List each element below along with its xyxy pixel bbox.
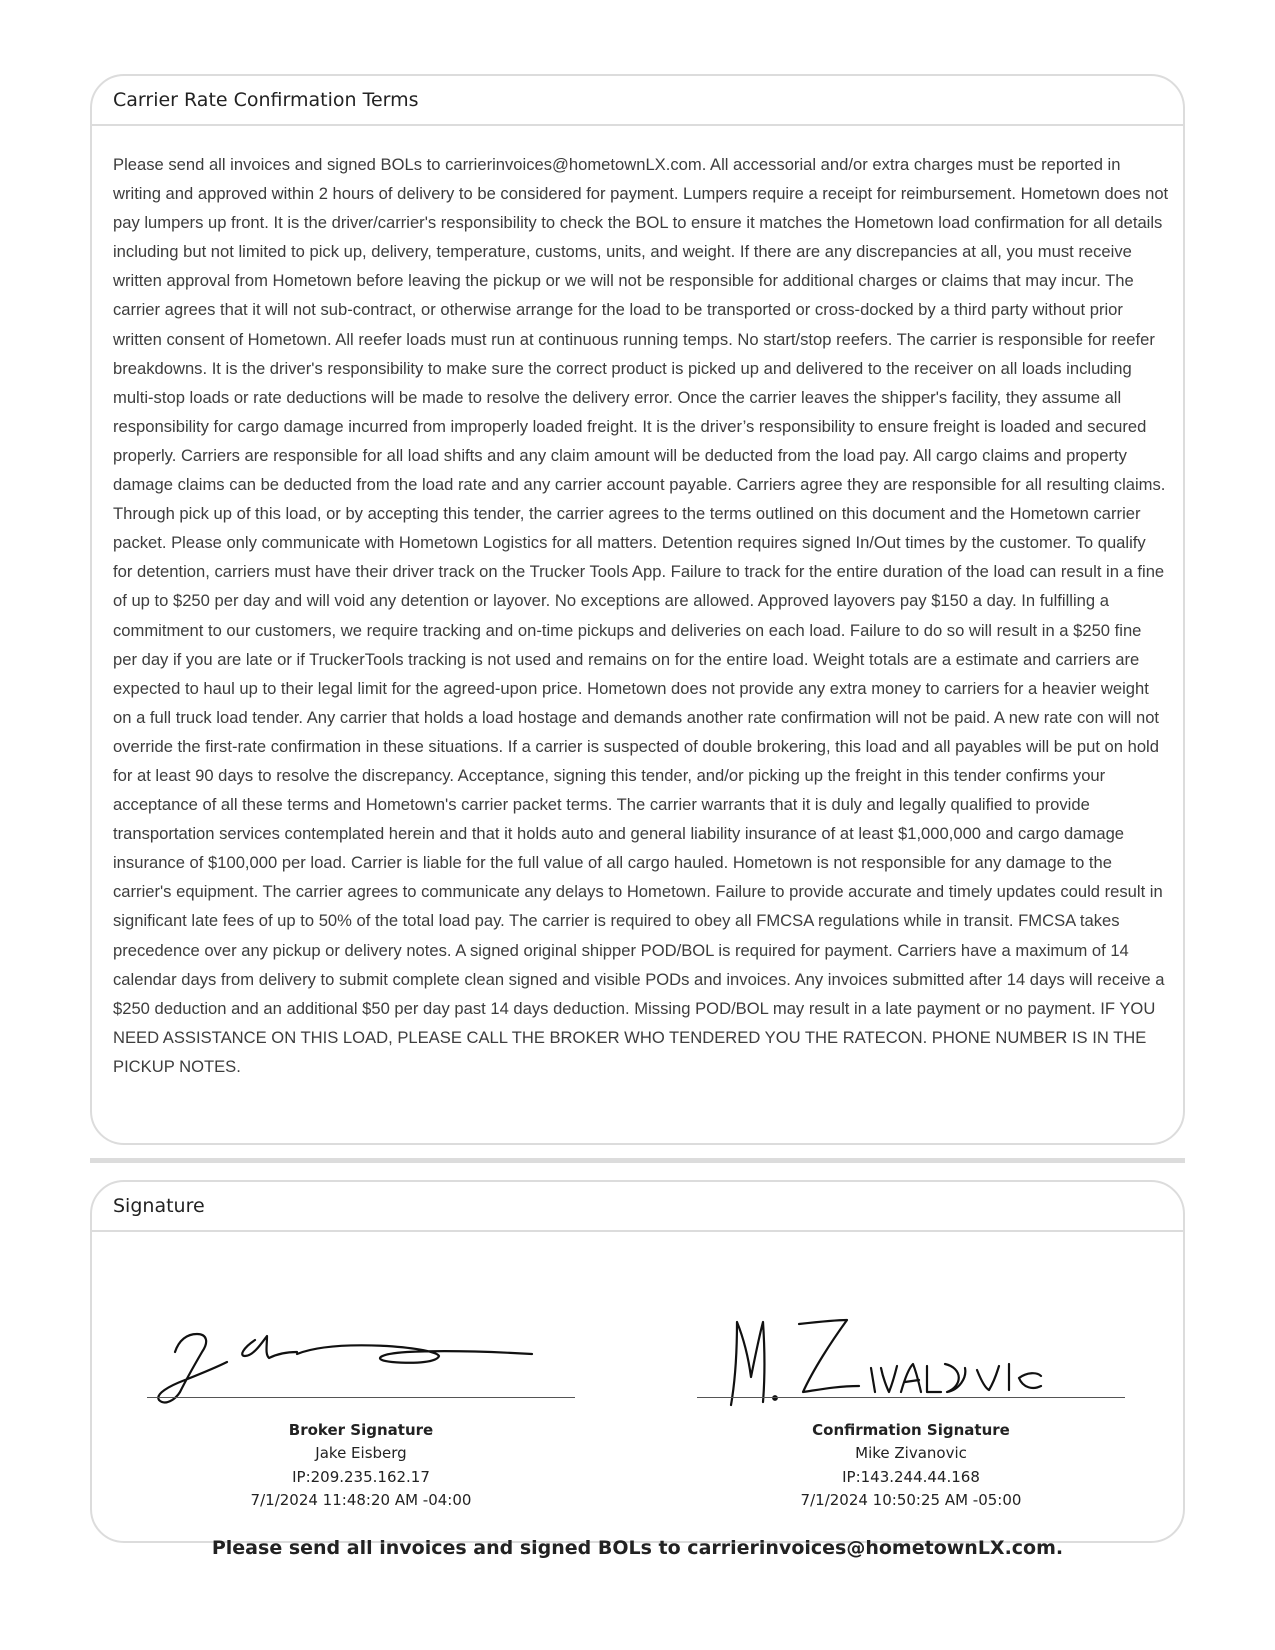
signature-content	[92, 1232, 1183, 1559]
confirmation-ip: IP:143.244.44.168	[842, 1467, 980, 1486]
terms-title: Carrier Rate Confirmation Terms	[92, 76, 1183, 126]
terms-card	[90, 74, 1185, 1145]
confirmation-signature-label: Confirmation Signature	[812, 1421, 1010, 1439]
confirmation-signature-block	[697, 1232, 1127, 1509]
terms-body: Please send all invoices and signed BOLs to carrierinvoices@hometownLX.com. All accessorial and/or extra charges must be reported in writing and approved within 2 hours of delivery to be considered for payment. Lumpers require a receipt for reimbursement. Hometown does not pay lumpers up front. It is the driver/carrier's responsibility to check the BOL to ensure it matches the Hometown load confirmation for all details including but not limited to pick up, delivery, temperature, customs, units, and weight. If there are any discrepancies at all, you must receive written approval from Hometown before leaving the pickup or we will not be responsible for additional charges or claims that may incur. The carrier agrees that it will not sub-contract, or otherwise arrange for the load to be transported or cross-docked by a third party without prior written consent of Hometown. All reefer loads must run at continuous running temps. No start/stop reefers. The carrier is responsible for reefer breakdowns. It is the driver's responsibility to make sure the correct product is picked up and delivered to the receiver on all loads including multi-stop loads or rate deductions will be made to resolve the delivery error. Once the carrier leaves the shipper's facility, they assume all responsibility for cargo damage incurred from improperly loaded freight. It is the driver’s responsibility to ensure freight is loaded and secured properly. Carriers are responsible for all load shifts and any claim amount will be deducted from the load pay. All cargo claims and property damage claims can be deducted from the load rate and any carrier account payable. Carriers agree they are responsible for all resulting claims. Through pick up of this load, or by accepting this tender, the carrier agrees to the terms outlined on this document and the Hometown carrier packet. Please only communicate with Hometown Logistics for all matters. Detention requires signed In/Out times by the customer. To qualify for detention, carriers must have their driver track on the Trucker Tools App. Failure to track for the entire duration of the load can result in a fine of up to $250 per day and will void any detention or layover. No exceptions are allowed. Approved layovers pay $150 a day. In fulfilling a commitment to our customers, we require tracking and on-time pickups and deliveries on each load. Failure to do so will result in a $250 fine per day if you are late or if TruckerTools tracking is not used and remains on for the entire load. Weight totals are a estimate and carriers are expected to haul up to their legal limit for the agreed-upon price. Hometown does not provide any extra money to carriers for a heavier weight on a full truck load tender. Any carrier that holds a load hostage and demands another rate confirmation will not be paid. A new rate con will not override the first-rate confirmation in these situations. If a carrier is suspected of double brokering, this load and all payables will be put on hold for at least 90 days to resolve the discrepancy. Acceptance, signing this tender, and/or picking up the freight in this tender confirms your acceptance of all these terms and Hometown's carrier packet terms. The carrier warrants that it is duly and legally qualified to provide transportation services contemplated herein and that it holds auto and general liability insurance of at least $1,000,000 and cargo damage insurance of $100,000 per load. Carrier is liable for the full value of all cargo hauled. Hometown is not responsible for any damage to the carrier's equipment. The carrier agrees to communicate any delays to Hometown. Failure to provide accurate and timely updates could result in significant late fees of up to 50% of the total load pay. The carrier is required to obey all FMCSA regulations while in transit. FMCSA takes precedence over any pickup or delivery notes. A signed original shipper POD/BOL is required for payment. Carriers have a maximum of 14 calendar days from delivery to submit complete clean signed and visible PODs and invoices. Any invoices submitted after 14 days will receive a $250 deduction and an additional $50 per day past 14 days deduction. Missing POD/BOL may result in a late payment or no payment. IF YOU NEED ASSISTANCE ON THIS LOAD, PLEASE CALL THE BROKER WHO TENDERED YOU THE RATECON. PHONE NUMBER IS IN THE PICKUP NOTES.	[113, 155, 1169, 1076]
broker-timestamp: 7/1/2024 11:48:20 AM -04:00	[250, 1490, 472, 1509]
section-divider	[90, 1158, 1185, 1163]
invoice-instructions: Please send all invoices and signed BOLs to carrierinvoices@hometownLX.com.	[211, 1537, 1064, 1559]
broker-signature-block	[147, 1232, 577, 1509]
broker-signature-details	[147, 1419, 575, 1512]
broker-signature-label: Broker Signature	[288, 1421, 434, 1439]
confirmation-signature-details	[697, 1419, 1125, 1512]
broker-signature-line	[147, 1397, 575, 1398]
broker-handwritten-signature	[147, 1282, 575, 1412]
confirmation-name: Mike Zivanovic	[855, 1444, 967, 1463]
signature-title: Signature	[92, 1182, 1183, 1232]
confirmation-signature-line	[697, 1397, 1125, 1398]
broker-name: Jake Eisberg	[315, 1444, 407, 1463]
confirmation-timestamp: 7/1/2024 10:50:25 AM -05:00	[800, 1490, 1022, 1509]
confirmation-handwritten-signature	[697, 1282, 1125, 1412]
signature-card	[90, 1180, 1185, 1559]
broker-ip: IP:209.235.162.17	[292, 1467, 430, 1486]
